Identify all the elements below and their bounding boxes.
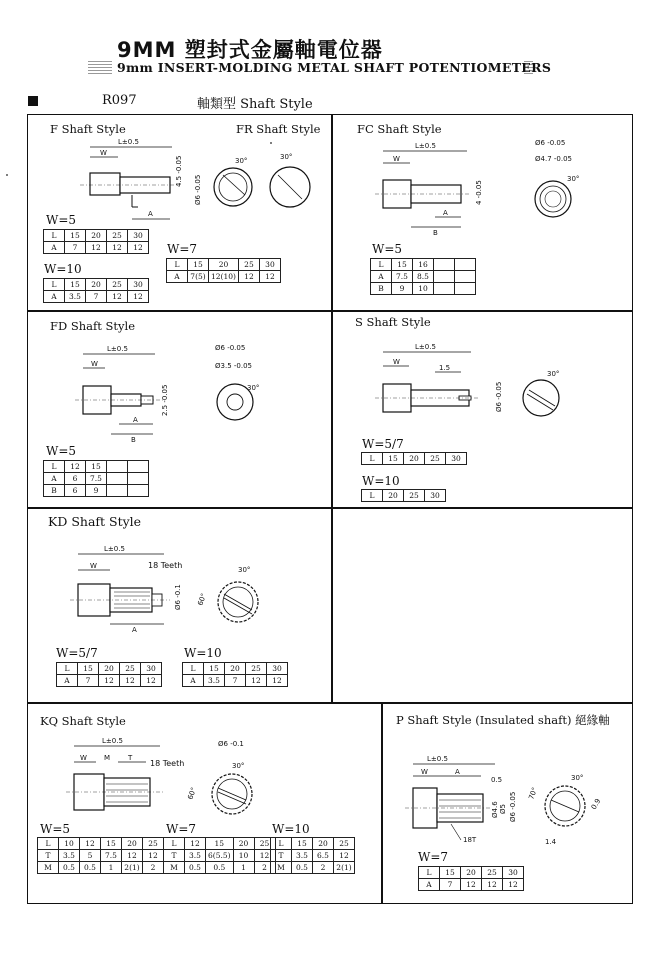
panel-title-fr: FR Shaft Style [236, 122, 321, 136]
spec-cell: 20 [383, 490, 404, 502]
kd-dim-ang1: 30° [238, 566, 251, 574]
spec-row-header: L [167, 259, 188, 271]
spec-cell: 30 [141, 663, 162, 675]
spec-cell: 12 [107, 291, 128, 303]
p-dim-t: 0.5 [491, 776, 503, 784]
spec-cell: 9 [392, 283, 413, 295]
kd-dim-d1: Ø6 -0.1 [174, 584, 182, 610]
spec-cell [455, 271, 476, 283]
spec-cell: 25 [238, 259, 259, 271]
spec-cell: 12 [99, 675, 120, 687]
panel-title-kq: KQ Shaft Style [40, 714, 126, 728]
spec-row [164, 838, 276, 850]
p-dim-teeth: 18T [463, 836, 477, 844]
spec-cell: 6(5.5) [206, 850, 234, 862]
spec-cell: 15 [188, 259, 209, 271]
spec-row-header: A [44, 291, 65, 303]
spec-cell: 6 [65, 485, 86, 497]
kq-dim-m: M [104, 754, 111, 762]
f-dim-a: A [148, 210, 153, 218]
spec-row-header: L [44, 230, 65, 242]
spec-cell: 2 [143, 862, 164, 874]
spec-row-header: B [44, 485, 65, 497]
spec-cell: 30 [503, 867, 524, 879]
spec-row [419, 879, 524, 891]
f-dim-d1: 4.5 -0.05 [175, 155, 183, 187]
divider-row3 [27, 702, 633, 704]
p-w7-label: W=7 [418, 850, 449, 864]
spec-row-header: L [362, 453, 383, 465]
spec-cell: 12 [107, 242, 128, 254]
spec-cell: 12 [120, 675, 141, 687]
fd-w5-label: W=5 [46, 444, 77, 458]
fc-w5-label: W=5 [372, 242, 403, 256]
spec-cell: 12 [185, 838, 206, 850]
spec-cell [107, 485, 128, 497]
spec-cell: 10 [59, 838, 80, 850]
spec-row [44, 461, 149, 473]
s-shaft-drawing [375, 340, 615, 435]
spec-cell: 25 [246, 663, 267, 675]
kd-shaft-drawing [70, 540, 310, 640]
fc-dim-ang: 30° [567, 175, 580, 183]
p-dim-l: L±0.5 [427, 755, 448, 763]
spec-cell: 30 [128, 279, 149, 291]
spec-cell: 2(1) [334, 862, 355, 874]
f-shaft-drawing [80, 135, 320, 230]
kd-w10-label: W=10 [184, 646, 222, 660]
spec-cell: 15 [206, 838, 234, 850]
f-w10-label: W=10 [44, 262, 82, 276]
spec-cell: 7 [65, 242, 86, 254]
spec-cell: 7.5 [86, 473, 107, 485]
spec-row-header: L [419, 867, 440, 879]
fd-dim-d3: 2.5 -0.05 [161, 384, 169, 416]
spec-row-header: A [183, 675, 204, 687]
panel-title-s: S Shaft Style [355, 315, 431, 329]
spec-cell: 25 [404, 490, 425, 502]
s-dim-ang: 30° [547, 370, 560, 378]
spec-cell: 0.5 [59, 862, 80, 874]
spec-row-header: L [371, 259, 392, 271]
s-dim-l: L±0.5 [415, 343, 436, 351]
section-bullet-icon [28, 96, 38, 106]
spec-cell: 7 [440, 879, 461, 891]
p-dim-ang1: 70° [527, 786, 540, 801]
spec-cell: 12(10) [209, 271, 239, 283]
kq-shaft-drawing [66, 734, 306, 824]
kd-dim-a: A [132, 626, 137, 634]
spec-row [44, 291, 149, 303]
p-dim-ang2: 30° [571, 774, 584, 782]
kq-w7-table [163, 837, 276, 874]
spec-row-header: A [419, 879, 440, 891]
spec-cell [434, 259, 455, 271]
spec-cell: 10 [233, 850, 254, 862]
kd-dim-ang2: 60° [196, 592, 209, 607]
spec-cell: 7 [78, 675, 99, 687]
spec-cell: 7.5 [392, 271, 413, 283]
f-w7-table [166, 258, 281, 283]
spec-cell: 15 [78, 663, 99, 675]
p-dim-r: 0.9 [589, 797, 603, 811]
spec-row-header: L [44, 279, 65, 291]
fd-dim-d1: Ø6 -0.05 [215, 344, 246, 352]
spec-cell [434, 271, 455, 283]
p-shaft-drawing [405, 752, 625, 852]
spec-cell: 12 [122, 850, 143, 862]
spec-cell: 6.5 [313, 850, 334, 862]
spec-cell: 16 [413, 259, 434, 271]
spec-cell: 12 [482, 879, 503, 891]
spec-cell: 15 [204, 663, 225, 675]
divider-row2 [27, 507, 633, 509]
spec-row-header: T [271, 850, 292, 862]
spec-cell [455, 259, 476, 271]
spec-row-header: L [44, 461, 65, 473]
spec-row-header: B [371, 283, 392, 295]
spec-cell: 0.5 [206, 862, 234, 874]
kq-w5-label: W=5 [40, 822, 71, 836]
spec-row [271, 850, 355, 862]
divider-row1 [27, 310, 633, 312]
spec-cell: 20 [122, 838, 143, 850]
fc-shaft-drawing [375, 135, 615, 240]
spec-row-header: L [164, 838, 185, 850]
spec-cell: 1 [233, 862, 254, 874]
fc-w5-table [370, 258, 476, 295]
spec-cell: 3.5 [204, 675, 225, 687]
spec-row [371, 283, 476, 295]
fc-dim-a: A [443, 209, 448, 217]
spec-row [362, 453, 467, 465]
spec-cell: 30 [425, 490, 446, 502]
spec-cell: 7.5 [101, 850, 122, 862]
spec-cell: 7 [86, 291, 107, 303]
panel-title-p: P Shaft Style (Insulated shaft) 絕緣軸 [396, 713, 610, 727]
kq-w5-table [37, 837, 164, 874]
spec-cell: 12 [128, 291, 149, 303]
spec-row [44, 473, 149, 485]
p-dim-a: A [455, 768, 460, 776]
model-code: R097 [102, 93, 137, 108]
spec-cell: 15 [86, 461, 107, 473]
spec-cell: 12 [246, 675, 267, 687]
fc-dim-d3: 4 -0.05 [475, 180, 483, 205]
s-dim-d1: Ø6 -0.05 [495, 381, 503, 412]
spec-row [44, 485, 149, 497]
spec-row-header: M [38, 862, 59, 874]
spec-cell: 20 [461, 867, 482, 879]
kq-dim-d1: Ø6 -0.1 [218, 740, 244, 748]
kq-w10-table [270, 837, 355, 874]
spec-cell [128, 485, 149, 497]
spec-cell: 8.5 [413, 271, 434, 283]
spec-cell [128, 461, 149, 473]
divider-center-top [331, 114, 333, 702]
spec-row-header: A [167, 271, 188, 283]
kq-dim-teeth: 18 Teeth [150, 759, 185, 768]
spec-cell: 6 [65, 473, 86, 485]
spec-cell: 12 [238, 271, 259, 283]
spec-cell: 15 [292, 838, 313, 850]
panel-title-fd: FD Shaft Style [50, 319, 136, 333]
spec-cell: 25 [143, 838, 164, 850]
spec-cell: 25 [254, 838, 275, 850]
divider-center-bottom [381, 702, 383, 904]
spec-cell: 12 [461, 879, 482, 891]
page-title-cn: 9MM 塑封式金屬軸電位器 [117, 38, 383, 62]
spec-row [371, 259, 476, 271]
kd-dim-w: W [90, 562, 97, 570]
spec-cell: 15 [101, 838, 122, 850]
kd-w10-table [182, 662, 288, 687]
spec-cell: 3.5 [185, 850, 206, 862]
spec-row [164, 862, 276, 874]
fr-dim-ang: 30° [280, 153, 293, 161]
s-dim-w: W [393, 358, 400, 366]
spec-cell: 2 [254, 862, 275, 874]
spec-row [38, 862, 164, 874]
spec-cell: 12 [334, 850, 355, 862]
f-dim-d2: Ø6 -0.05 [194, 174, 202, 205]
spec-cell: 3.5 [65, 291, 86, 303]
spec-cell: 20 [209, 259, 239, 271]
spec-cell: 15 [65, 279, 86, 291]
spec-cell: 30 [267, 663, 288, 675]
spec-row-header: T [164, 850, 185, 862]
kq-dim-l: L±0.5 [102, 737, 123, 745]
f-w5-label: W=5 [46, 213, 77, 227]
spec-cell [455, 283, 476, 295]
kq-w10-label: W=10 [272, 822, 310, 836]
spec-cell: 25 [120, 663, 141, 675]
spec-row-header: L [183, 663, 204, 675]
spec-cell: 20 [225, 663, 246, 675]
fd-dim-w: W [91, 360, 98, 368]
spec-cell: 20 [99, 663, 120, 675]
spec-row [38, 838, 164, 850]
spec-row-header: A [44, 242, 65, 254]
spec-cell: 15 [65, 230, 86, 242]
spec-cell: 12 [254, 850, 275, 862]
s-w10-table [361, 489, 446, 502]
fc-dim-d2: Ø4.7 -0.05 [535, 155, 572, 163]
spec-row [57, 663, 162, 675]
s-w57-label: W=5/7 [362, 437, 404, 451]
spec-cell: 15 [392, 259, 413, 271]
spec-cell: 25 [482, 867, 503, 879]
spec-cell [128, 473, 149, 485]
fd-dim-ang: 30° [247, 384, 260, 392]
spec-cell: 12 [128, 242, 149, 254]
spec-cell: 5 [80, 850, 101, 862]
spec-row [44, 279, 149, 291]
spec-cell: 12 [143, 850, 164, 862]
fd-dim-b: B [131, 436, 136, 444]
p-dim-d3: Ø6 -0.05 [509, 791, 517, 822]
panel-title-fc: FC Shaft Style [357, 122, 442, 136]
spec-cell: 3.5 [292, 850, 313, 862]
kd-w57-table [56, 662, 162, 687]
spec-row [38, 850, 164, 862]
shaft-style-heading: 軸類型 Shaft Style [197, 97, 313, 112]
spec-cell: 2(1) [122, 862, 143, 874]
spec-row-header: L [271, 838, 292, 850]
spec-row [271, 862, 355, 874]
spec-cell: 7(5) [188, 271, 209, 283]
scan-speck [270, 142, 272, 144]
fd-dim-l: L±0.5 [107, 345, 128, 353]
fd-shaft-drawing [75, 340, 315, 445]
spec-cell [434, 283, 455, 295]
spec-cell: 0.5 [80, 862, 101, 874]
spec-cell: 10 [413, 283, 434, 295]
spec-cell: 0.5 [292, 862, 313, 874]
spec-row [167, 259, 281, 271]
spec-cell: 25 [107, 279, 128, 291]
spec-row [371, 271, 476, 283]
spec-cell [107, 461, 128, 473]
spec-cell: 7 [225, 675, 246, 687]
spec-row-header: T [38, 850, 59, 862]
spec-cell: 25 [107, 230, 128, 242]
spec-row [183, 675, 288, 687]
s-dim-slot: 1.5 [439, 364, 451, 372]
f-dim-l: L±0.5 [118, 138, 139, 146]
s-w10-label: W=10 [362, 474, 400, 488]
spec-cell: 20 [233, 838, 254, 850]
spec-row [164, 850, 276, 862]
spec-row-header: A [371, 271, 392, 283]
spec-cell: 0.5 [185, 862, 206, 874]
spec-cell: 12 [80, 838, 101, 850]
spec-row [44, 242, 149, 254]
spec-row-header: L [38, 838, 59, 850]
spec-cell: 9 [86, 485, 107, 497]
spec-cell: 12 [65, 461, 86, 473]
page-title-en: 9mm INSERT-MOLDING METAL SHAFT POTENTIOMETERS [117, 60, 552, 75]
f-w10-table [43, 278, 149, 303]
f-w7-label: W=7 [167, 242, 198, 256]
kq-dim-ang1: 30° [232, 762, 245, 770]
p-dim-w: W [421, 768, 428, 776]
spec-cell: 3.5 [59, 850, 80, 862]
spec-row-header: L [57, 663, 78, 675]
f-dim-ang: 30° [235, 157, 248, 165]
kd-w57-label: W=5/7 [56, 646, 98, 660]
spec-cell: 30 [446, 453, 467, 465]
spec-cell: 12 [259, 271, 280, 283]
spec-cell: 20 [86, 279, 107, 291]
spec-cell: 25 [425, 453, 446, 465]
fc-dim-l: L±0.5 [415, 142, 436, 150]
f-w5-table [43, 229, 149, 254]
kq-dim-t: T [128, 754, 133, 762]
scan-speck [6, 174, 8, 176]
spec-row [183, 663, 288, 675]
spec-cell [107, 473, 128, 485]
spec-cell: 15 [440, 867, 461, 879]
p-dim-d1: Ø4.6 [491, 801, 499, 818]
spec-cell: 30 [128, 230, 149, 242]
spec-cell: 15 [383, 453, 404, 465]
p-w7-table [418, 866, 524, 891]
panel-title-kd: KD Shaft Style [48, 514, 142, 529]
kq-dim-w: W [80, 754, 87, 762]
fd-dim-d2: Ø3.5 -0.05 [215, 362, 252, 370]
spec-row-header: A [57, 675, 78, 687]
spec-row [57, 675, 162, 687]
spec-cell: 20 [313, 838, 334, 850]
fc-dim-b: B [433, 229, 438, 237]
spec-cell: 12 [141, 675, 162, 687]
panel-title-f: F Shaft Style [50, 122, 126, 136]
spec-row [271, 838, 355, 850]
kq-dim-ang2: 60° [186, 786, 199, 801]
spec-row [167, 271, 281, 283]
kd-dim-teeth: 18 Teeth [148, 561, 183, 570]
p-dim-d2: Ø5 [499, 804, 507, 814]
fd-dim-a: A [133, 416, 138, 424]
spec-cell: 30 [259, 259, 280, 271]
spec-row-header: L [362, 490, 383, 502]
fc-dim-w: W [393, 155, 400, 163]
p-dim-s: 1.4 [545, 838, 557, 846]
spec-cell: 25 [334, 838, 355, 850]
fc-dim-d1: Ø6 -0.05 [535, 139, 566, 147]
spec-row [419, 867, 524, 879]
s-w57-table [361, 452, 467, 465]
spec-cell: 2 [313, 862, 334, 874]
spec-row-header: A [44, 473, 65, 485]
kd-dim-l: L±0.5 [104, 545, 125, 553]
spec-row [362, 490, 446, 502]
spec-cell: 20 [86, 230, 107, 242]
spec-cell: 12 [267, 675, 288, 687]
spec-cell: 12 [503, 879, 524, 891]
spec-row-header: M [164, 862, 185, 874]
spec-row [44, 230, 149, 242]
spec-cell: 12 [86, 242, 107, 254]
spec-row-header: M [271, 862, 292, 874]
kq-w7-label: W=7 [166, 822, 197, 836]
spec-cell: 20 [404, 453, 425, 465]
f-dim-w: W [100, 149, 107, 157]
spec-cell: 1 [101, 862, 122, 874]
fd-w5-table [43, 460, 149, 497]
